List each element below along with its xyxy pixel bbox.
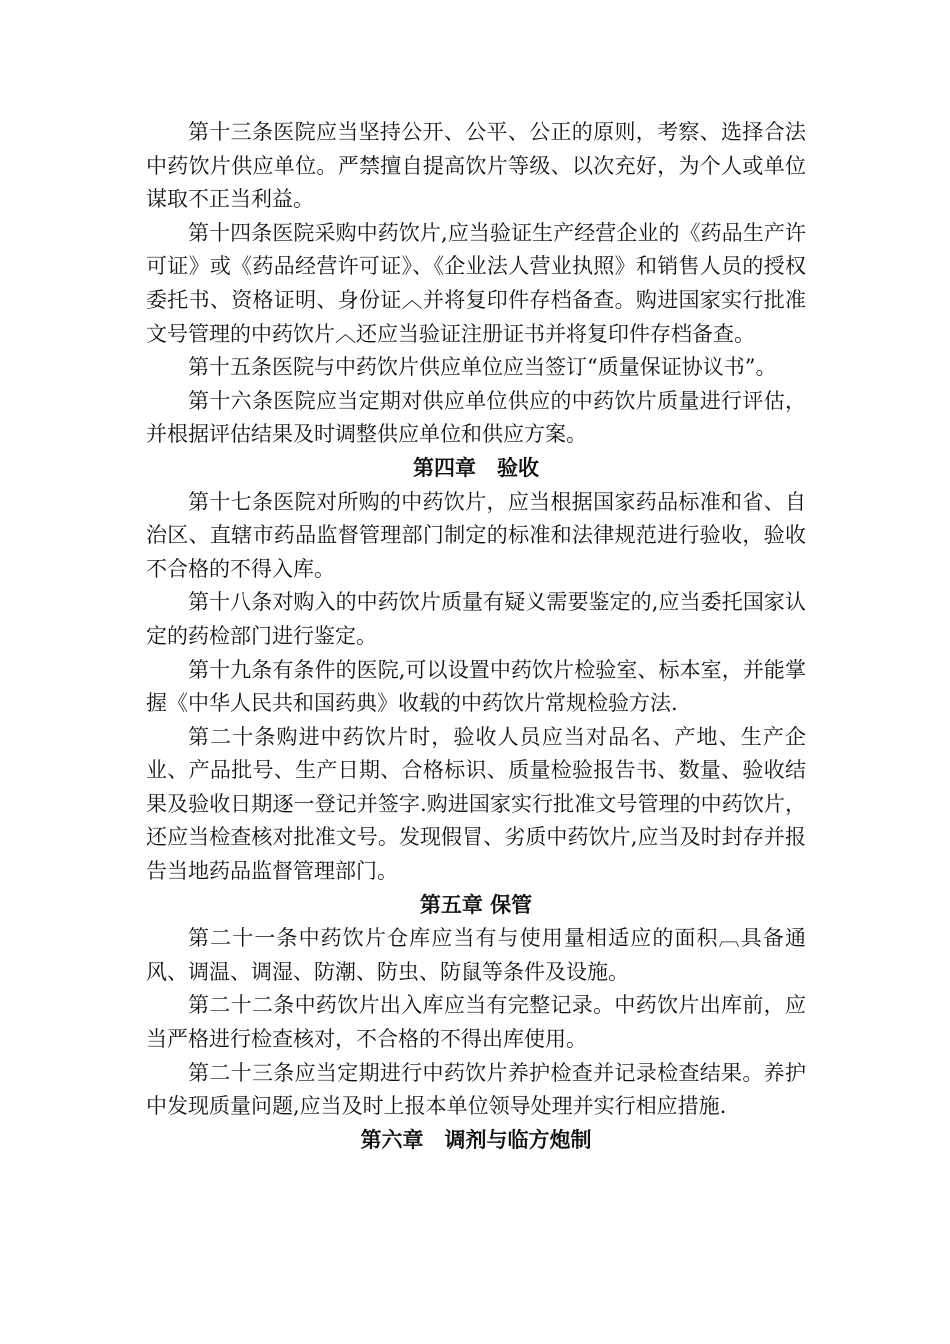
article-text: 医院对所购的中药饮片，应当根据国家药品标准和省、自治区、直辖市药品监督管理部门制定的标准和法律规范进行验收，验收不合格的不得入库。 <box>146 489 807 581</box>
article-paragraph <box>146 721 806 889</box>
article-number: 第二十条 <box>188 724 277 749</box>
article-paragraph <box>146 586 806 653</box>
article-number: 第二十二条 <box>188 993 295 1018</box>
article-paragraph <box>146 922 806 989</box>
article-text: 应当定期进行中药饮片养护检查并记录检查结果。养护中发现质量问题,应当及时上报本单位领导处理并实行相应措施. <box>146 1060 807 1119</box>
article-number: 第十九条 <box>188 657 273 682</box>
article-paragraph <box>146 351 806 385</box>
article-text: 中药饮片仓库应当有与使用量相适应的面积︹具备通风、调温、调湿、防潮、防虫、防鼠等条件及设施。 <box>146 926 807 984</box>
article-paragraph <box>146 1057 806 1124</box>
article-text: 医院应当坚持公开、公平、公正的原则，考察、选择合法中药饮片供应单位。严禁擅自提高饮片等级、以次充好，为个人或单位谋取不正当利益。 <box>146 120 807 212</box>
article-text: 对购入的中药饮片质量有疑义需要鉴定的,应当委托国家认定的药检部门进行鉴定。 <box>146 590 806 648</box>
article-paragraph <box>146 486 806 587</box>
chapter-heading: 第四章 验收 <box>413 455 539 480</box>
article-text: 医院采购中药饮片,应当验证生产经营企业的《药品生产许可证》或《药品经营许可证》、《企业法人营业执照》和销售人员的授权委托书、资格证明、身份证︿并将复印件存档备查。购进国家实行批准文号管理的中药饮片︿还应当验证注册证书并将复印件存档备查。 <box>146 220 806 346</box>
article-number: 第十四条 <box>188 220 273 245</box>
article-text: 医院应当定期对供应单位供应的中药饮片质量进行评估，并根据评估结果及时调整供应单位和供应方案。 <box>146 388 807 447</box>
chapter-heading: 第五章 保管 <box>419 892 533 917</box>
article-paragraph <box>146 116 806 217</box>
article-number: 第二十三条 <box>188 1060 295 1085</box>
document-body <box>146 116 806 1157</box>
article-paragraph <box>146 217 806 351</box>
article-number: 第十六条 <box>188 388 274 413</box>
article-text: 购进中药饮片时，验收人员应当对品名、产地、生产企业、产品批号、生产日期、合格标识、质量检验报告书、数量、验收结果及验收日期逐一登记并签字.购进国家实行批准文号管理的中药饮片，还应当检查核对批准文号。发现假冒、劣质中药饮片,应当及时封存并报告当地药品监督管理部门。 <box>146 724 807 884</box>
chapter-heading: 第六章 调剂与临方炮制 <box>360 1127 592 1152</box>
article-paragraph <box>146 654 806 721</box>
article-text: 医院与中药饮片供应单位应当签订“质量保证协议书”。 <box>272 355 777 380</box>
article-number: 第二十一条 <box>188 926 299 951</box>
article-number: 第十八条 <box>188 590 273 615</box>
article-number: 第十七条 <box>188 489 274 514</box>
article-text: 有条件的医院,可以设置中药饮片检验室、标本室，并能掌握《中华人民共和国药典》收载的中药饮片常规检验方法. <box>146 657 806 716</box>
article-number: 第十五条 <box>188 355 272 380</box>
article-number: 第十三条 <box>188 120 274 144</box>
article-paragraph <box>146 989 806 1056</box>
article-paragraph <box>146 385 806 452</box>
article-text: 中药饮片出入库应当有完整记录。中药饮片出库前，应当严格进行检查核对，不合格的不得出库使用。 <box>146 993 807 1052</box>
